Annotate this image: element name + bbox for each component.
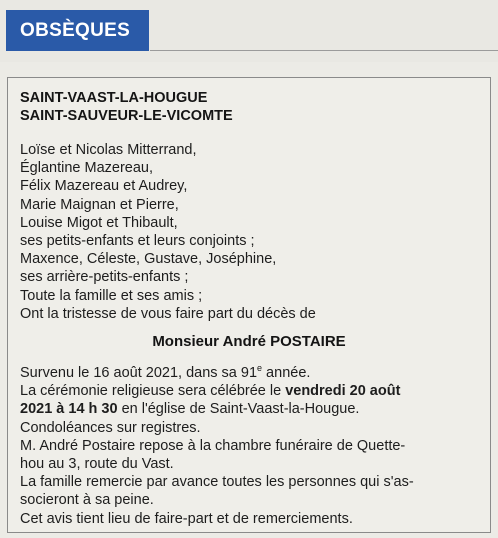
- family-line: Félix Mazereau et Audrey,: [20, 178, 188, 195]
- condolences-line: Condoléances sur registres.: [20, 419, 201, 436]
- notice-details: [20, 364, 478, 528]
- family-line: ses arrière-petits-enfants ;: [20, 269, 189, 286]
- ceremony-date: vendredi 20 août: [285, 383, 401, 400]
- family-line: Marie Maignan et Pierre,: [20, 196, 179, 213]
- thanks-line-2: socieront à sa peine.: [20, 492, 154, 509]
- death-date-text: Survenu le 16 août 2021, dans sa 91: [20, 365, 258, 381]
- ceremony-location: en l'église de Saint-Vaast-la-Hougue.: [117, 401, 360, 418]
- ceremony-text: La cérémonie religieuse sera célébrée le: [20, 383, 286, 400]
- family-line: Églantine Mazereau,: [20, 160, 153, 177]
- thanks-line: La famille remercie par avance toutes les personnes qui s'as-: [20, 474, 414, 491]
- notice-locations: [20, 89, 233, 125]
- family-line: Toute la famille et ses amis ;: [20, 287, 203, 304]
- ceremony-line-2: [20, 400, 478, 418]
- ordinal-suffix: e: [257, 363, 263, 374]
- death-date-line: [20, 364, 478, 382]
- rest-line: M. André Postaire repose à la chambre funéraire de Quette-: [20, 437, 406, 454]
- ceremony-line: [20, 382, 478, 400]
- rest-line-2: hou au 3, route du Vast.: [20, 456, 174, 473]
- header-divider: [150, 50, 498, 51]
- closing-line: Cet avis tient lieu de faire-part et de remerciements.: [20, 510, 353, 527]
- deceased-name: Monsieur André POSTAIRE: [152, 333, 346, 350]
- family-announcement: [20, 141, 316, 323]
- location-line: SAINT-SAUVEUR-LE-VICOMTE: [20, 108, 233, 124]
- location-line: SAINT-VAAST-LA-HOUGUE: [20, 90, 208, 106]
- section-title-tab: OBSÈQUES: [6, 10, 149, 51]
- section-header: [0, 0, 498, 62]
- family-line: Maxence, Céleste, Gustave, Joséphine,: [20, 251, 277, 268]
- family-line: Loïse et Nicolas Mitterrand,: [20, 142, 197, 158]
- ceremony-time: 2021 à 14 h 30: [20, 401, 118, 418]
- death-date-text-end: année.: [262, 365, 311, 381]
- family-line: ses petits-enfants et leurs conjoints ;: [20, 233, 255, 250]
- family-line: Louise Migot et Thibault,: [20, 214, 178, 231]
- family-line: Ont la tristesse de vous faire part du décès de: [20, 305, 316, 322]
